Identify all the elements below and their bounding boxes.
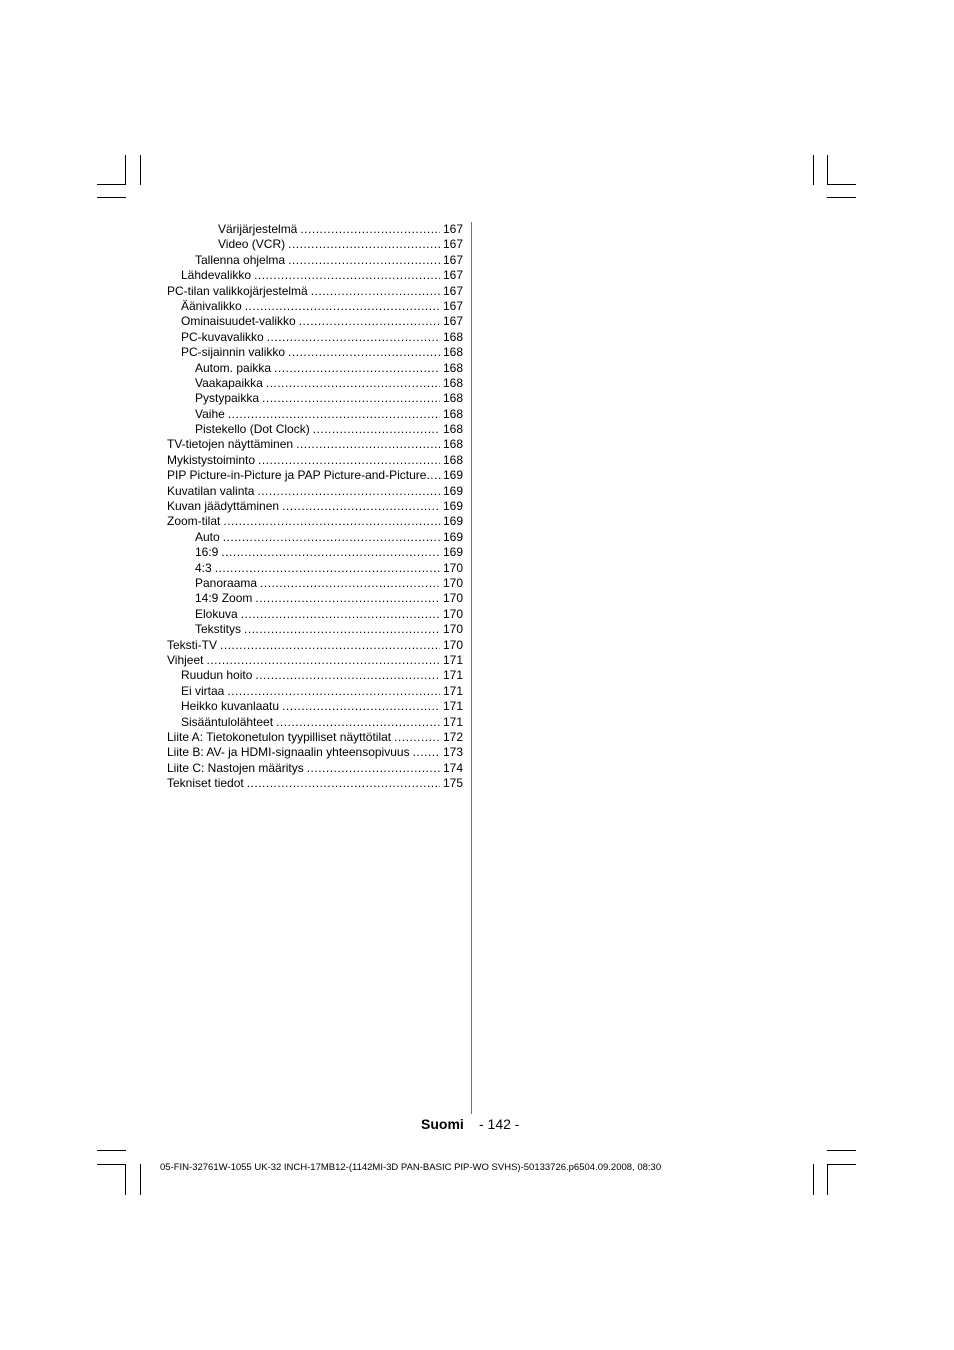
toc-entry-page: 168 (442, 345, 463, 360)
toc-entry-page: 167 (442, 268, 463, 283)
toc-entry-label: Tekniset tiedot (167, 776, 244, 791)
toc-entry-page: 172 (442, 729, 463, 744)
toc-entry (167, 453, 463, 468)
toc-entry-page: 171 (442, 683, 463, 698)
toc-leader-dots (267, 330, 440, 345)
toc-leader-dots (254, 268, 440, 283)
toc-leader-dots (413, 745, 440, 760)
toc-entry (167, 237, 463, 252)
toc-entry-page: 169 (442, 499, 463, 514)
toc-entry (167, 745, 463, 760)
toc-entry-label: Liite C: Nastojen määritys (167, 760, 304, 775)
toc-entry-page: 170 (442, 606, 463, 621)
toc-leader-dots (244, 622, 440, 637)
toc-entry (167, 638, 463, 653)
toc-leader-dots (223, 530, 440, 545)
toc-entry-label: Tekstitys (195, 622, 242, 637)
toc-entry (167, 468, 463, 483)
toc-entry-page: 167 (442, 252, 463, 267)
toc-entry-label: Ominaisuudet-valikko (181, 314, 296, 329)
toc-entry-page: 171 (442, 652, 463, 667)
toc-entry-page: 168 (442, 360, 463, 375)
toc-entry (167, 561, 463, 576)
toc-entry-page: 175 (442, 776, 463, 791)
toc-entry-label: Mykistystoiminto (167, 452, 256, 467)
toc-leader-dots (245, 299, 440, 314)
toc-entry (167, 699, 463, 714)
toc-entry (167, 222, 463, 237)
toc-entry (167, 715, 463, 730)
toc-entry-page: 168 (442, 391, 463, 406)
toc-entry-label: Vaihe (195, 406, 225, 421)
toc-entry (167, 622, 463, 637)
toc-entry-page: 170 (442, 622, 463, 637)
toc-leader-dots (296, 437, 440, 452)
toc-leader-dots (288, 237, 440, 252)
toc-entry (167, 376, 463, 391)
toc-entry-page: 174 (442, 760, 463, 775)
toc-entry-label: PC-tilan valikkojärjestelmä (167, 283, 308, 298)
toc-leader-dots (247, 776, 440, 791)
toc-leader-dots (227, 684, 440, 699)
toc-entry-label: Lähdevalikko (181, 268, 252, 283)
toc-leader-dots (276, 715, 440, 730)
toc-leader-dots (255, 591, 440, 606)
toc-entry-label: Video (VCR) (218, 237, 286, 252)
toc-entry-label: Äänivalikko (181, 298, 242, 313)
toc-entry-label: Pistekello (Dot Clock) (195, 422, 310, 437)
toc-leader-dots (228, 407, 440, 422)
toc-entry-label: Ei virtaa (181, 683, 225, 698)
toc-entry (167, 299, 463, 314)
toc-entry-label: Kuvan jäädyttäminen (167, 499, 280, 514)
footer-language: Suomi (421, 1116, 464, 1132)
toc-entry-label: PIP Picture-in-Picture ja PAP Picture-and-Picture (167, 468, 427, 483)
toc-leader-dots (206, 653, 439, 668)
toc-leader-dots (394, 730, 440, 745)
column-divider (471, 222, 472, 1114)
toc-leader-dots (257, 484, 440, 499)
page-number: - 142 - (479, 1116, 520, 1132)
toc-entry-label: Vaakapaikka (195, 375, 263, 390)
toc-entry-page: 171 (442, 699, 463, 714)
toc-entry-page: 168 (442, 452, 463, 467)
toc-leader-dots (426, 468, 443, 483)
toc-entry (167, 776, 463, 791)
toc-entry-page: 167 (442, 314, 463, 329)
toc-entry (167, 684, 463, 699)
toc-entry-label: Pystypaikka (195, 391, 260, 406)
toc-entry (167, 591, 463, 606)
toc-leader-dots (266, 376, 440, 391)
toc-leader-dots (307, 761, 440, 776)
table-of-contents (167, 222, 463, 791)
toc-entry (167, 437, 463, 452)
toc-entry-page: 173 (442, 745, 463, 760)
toc-entry (167, 730, 463, 745)
print-imprint: 05-FIN-32761W-1055 UK-32 INCH-17MB12-(1142MI-3D PAN-BASIC PIP-WO SVHS)-50133726.p6504.09.2008, 08:30 (160, 1162, 662, 1173)
toc-entry-page: 170 (442, 575, 463, 590)
toc-entry (167, 668, 463, 683)
toc-entry-label: 4:3 (195, 560, 212, 575)
toc-leader-dots (274, 361, 440, 376)
toc-entry (167, 484, 463, 499)
toc-leader-dots (258, 453, 440, 468)
toc-leader-dots (255, 668, 440, 683)
toc-entry-page: 170 (442, 637, 463, 652)
toc-leader-dots (282, 699, 440, 714)
toc-entry-page: 167 (442, 222, 463, 236)
toc-entry-label: Ruudun hoito (181, 668, 253, 683)
toc-leader-dots (223, 514, 440, 529)
toc-leader-dots (282, 499, 440, 514)
toc-entry-page: 167 (442, 283, 463, 298)
toc-leader-dots (215, 561, 440, 576)
toc-entry-label: Tallenna ohjelma (195, 252, 286, 267)
toc-entry-label: Sisääntulolähteet (181, 714, 274, 729)
toc-entry (167, 530, 463, 545)
toc-entry-label: Elokuva (195, 606, 238, 621)
toc-leader-dots (288, 253, 440, 268)
toc-entry (167, 607, 463, 622)
toc-entry-label: Värijärjestelmä (218, 222, 298, 236)
toc-leader-dots (260, 576, 440, 591)
toc-entry (167, 345, 463, 360)
toc-entry-label: 16:9 (195, 545, 219, 560)
toc-entry-label: 14:9 Zoom (195, 591, 253, 606)
toc-entry-label: Liite B: AV- ja HDMI-signaalin yhteensopivuus (167, 745, 410, 760)
toc-entry (167, 407, 463, 422)
toc-entry (167, 284, 463, 299)
toc-entry (167, 576, 463, 591)
toc-entry (167, 514, 463, 529)
toc-leader-dots (221, 545, 440, 560)
toc-entry-page: 169 (442, 545, 463, 560)
toc-entry-label: Teksti-TV (167, 637, 218, 652)
toc-entry-page: 171 (442, 668, 463, 683)
toc-entry (167, 391, 463, 406)
toc-leader-dots (299, 314, 440, 329)
toc-leader-dots (300, 222, 440, 237)
toc-entry-page: 169 (442, 483, 463, 498)
toc-entry (167, 653, 463, 668)
toc-entry (167, 253, 463, 268)
toc-entry (167, 330, 463, 345)
toc-leader-dots (241, 607, 440, 622)
toc-entry-label: Kuvatilan valinta (167, 483, 255, 498)
toc-leader-dots (220, 638, 440, 653)
toc-entry-page: 168 (442, 375, 463, 390)
toc-entry-page: 171 (442, 714, 463, 729)
toc-entry-label: Liite A: Tietokonetulon tyypilliset näyttötilat (167, 729, 392, 744)
toc-entry-page: 170 (442, 560, 463, 575)
toc-entry-page: 167 (442, 237, 463, 252)
toc-entry (167, 361, 463, 376)
toc-entry-label: Autom. paikka (195, 360, 272, 375)
toc-entry-page: 170 (442, 591, 463, 606)
toc-leader-dots (262, 391, 440, 406)
toc-entry-page: 169 (442, 514, 463, 529)
toc-entry-label: Panoraama (195, 575, 258, 590)
toc-entry-page: 168 (442, 329, 463, 344)
toc-entry-label: PC-kuvavalikko (181, 329, 264, 344)
toc-entry (167, 314, 463, 329)
toc-leader-dots (288, 345, 440, 360)
toc-entry-label: Auto (195, 529, 220, 544)
toc-entry (167, 268, 463, 283)
toc-entry (167, 499, 463, 514)
toc-entry-page: 168 (442, 437, 463, 452)
toc-entry (167, 422, 463, 437)
toc-entry-label: Heikko kuvanlaatu (181, 699, 280, 714)
toc-entry-page: 167 (442, 298, 463, 313)
toc-leader-dots (313, 422, 440, 437)
toc-entry-label: TV-tietojen näyttäminen (167, 437, 294, 452)
toc-entry-page: 168 (442, 406, 463, 421)
toc-entry-label: Zoom-tilat (167, 514, 221, 529)
toc-entry-label: PC-sijainnin valikko (181, 345, 286, 360)
toc-entry-page: 169 (442, 529, 463, 544)
toc-entry-page: 169 (442, 468, 463, 483)
toc-entry (167, 545, 463, 560)
toc-entry-page: 168 (442, 422, 463, 437)
toc-leader-dots (311, 284, 440, 299)
toc-entry (167, 761, 463, 776)
toc-entry-label: Vihjeet (167, 652, 204, 667)
